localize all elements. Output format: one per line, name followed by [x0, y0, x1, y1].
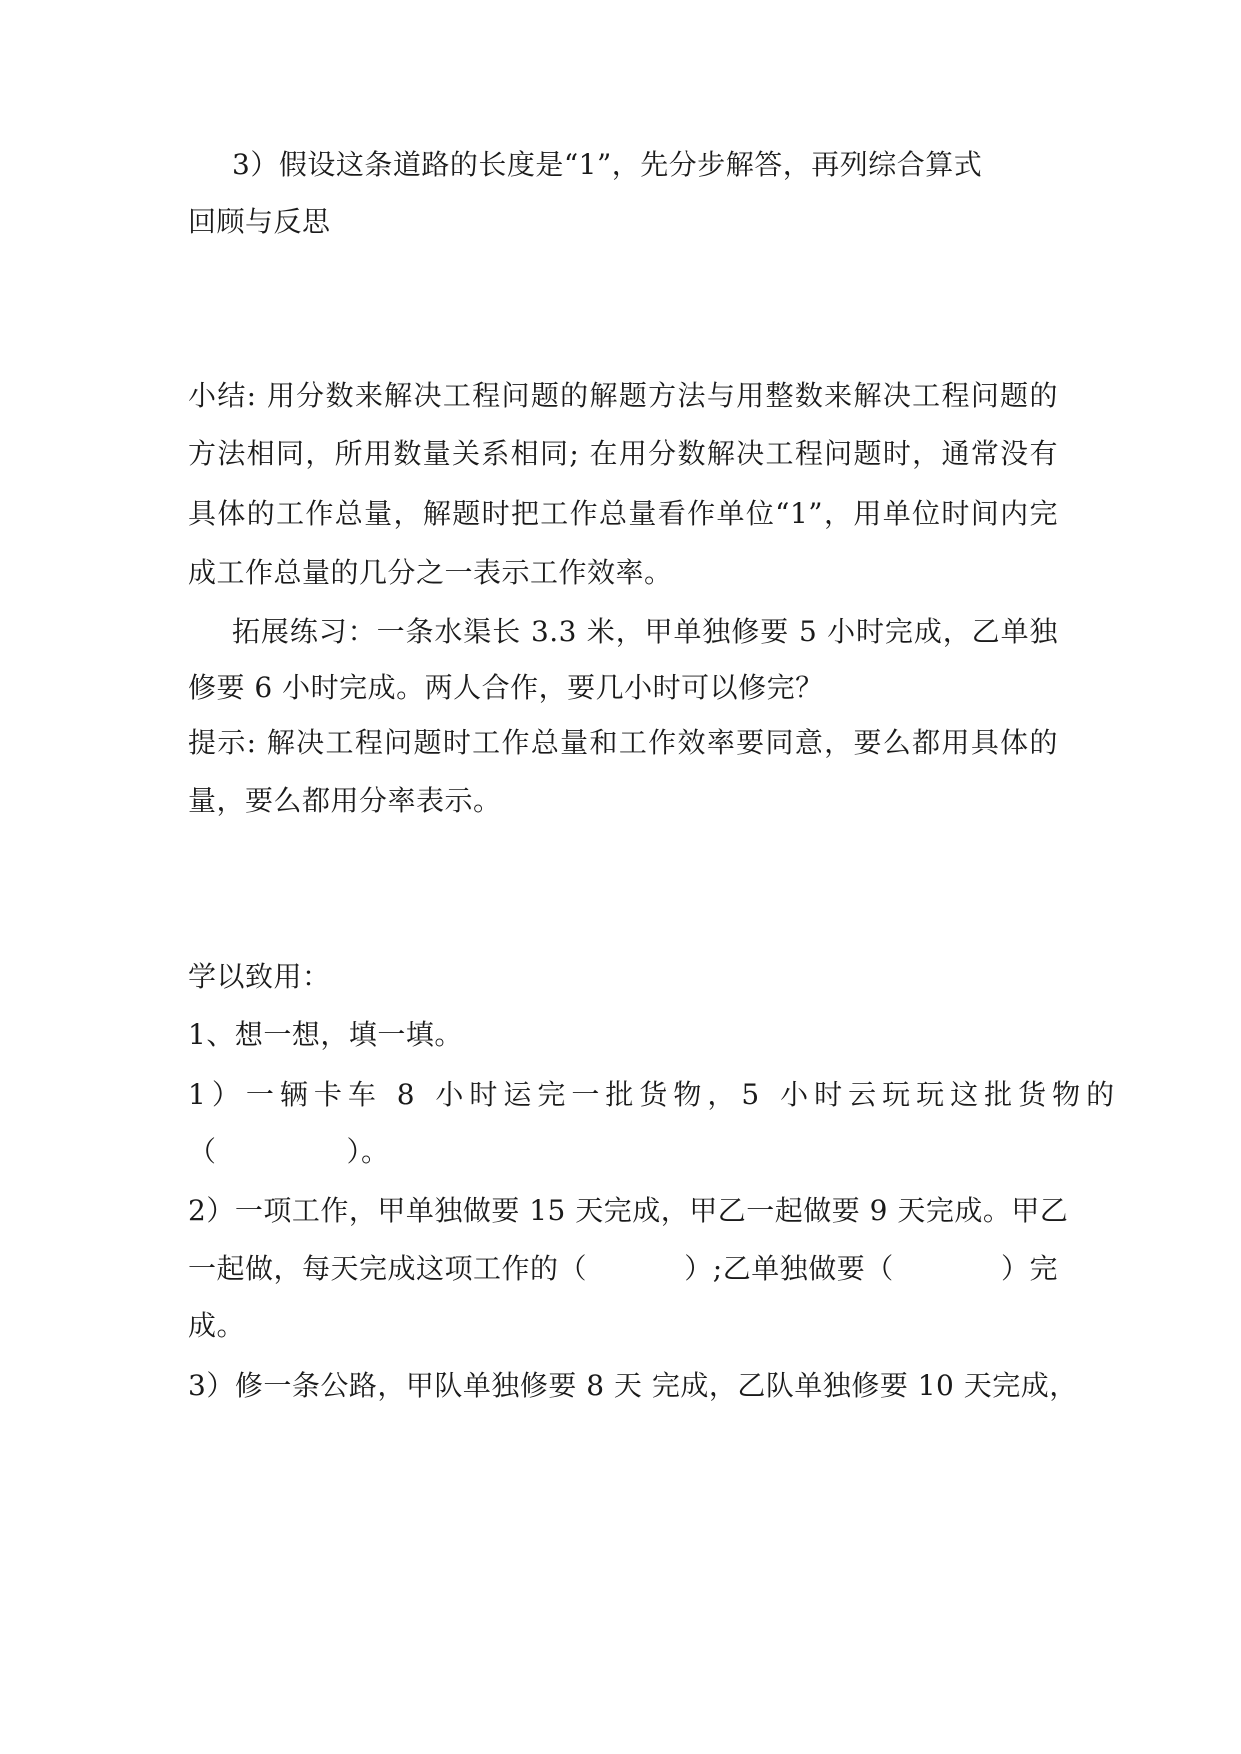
summary-line-3: 具体的工作总量，解题时把工作总量看作单位“1”，用单位时间内完 — [188, 497, 1058, 530]
question-1-2-line-3: 成。 — [188, 1309, 246, 1342]
question-1-2-part-2: ）;乙单独做要（ — [684, 1252, 894, 1285]
question-1-3-line-1: 3）修一条公路，甲队单独修要 8 天 完成，乙队单独修要 10 天完成， — [188, 1369, 1078, 1402]
extension-line-1: 拓展练习：一条水渠长 3.3 米，甲单独修要 5 小时完成，乙单独 — [232, 615, 1058, 648]
review-heading: 回顾与反思 — [188, 205, 331, 238]
blank-close-paren: ）。 — [346, 1135, 390, 1168]
question-1-2-part-1: 一起做，每天完成这项工作的（ — [188, 1252, 588, 1285]
question-1-1-line-1: 1）一辆卡车 8 小时运完一批货物，5 小时云玩玩这批货物的 — [188, 1078, 1121, 1111]
question-1-2-part-3: ）完 — [1000, 1252, 1058, 1285]
hint-line-2: 量，要么都用分率表示。 — [188, 784, 502, 817]
answer-blank-3 — [902, 1249, 992, 1289]
question-1-heading: 1、想一想，填一填。 — [188, 1018, 463, 1051]
hint-line-1: 提示: 解决工程问题时工作总量和工作效率要同意，要么都用具体的 — [188, 726, 1058, 759]
question-1-1-line-2 — [188, 1132, 390, 1172]
step-3-text: 3）假设这条道路的长度是“1”，先分步解答，再列综合算式 — [232, 148, 983, 181]
summary-line-1: 小结: 用分数来解决工程问题的解题方法与用整数来解决工程问题的 — [188, 379, 1058, 412]
extension-line-2: 修要 6 小时完成。两人合作，要几小时可以修完？ — [188, 671, 824, 704]
summary-line-2: 方法相同，所用数量关系相同; 在用分数解决工程问题时，通常没有 — [188, 437, 1058, 470]
summary-line-4: 成工作总量的几分之一表示工作效率。 — [188, 556, 673, 589]
apply-heading: 学以致用： — [188, 960, 331, 993]
answer-blank-2 — [596, 1249, 676, 1289]
question-1-2-line-2 — [188, 1249, 1058, 1289]
blank-open-paren: （ — [188, 1135, 217, 1168]
question-1-2-line-1: 2）一项工作，甲单独做要 15 天完成，甲乙一起做要 9 天完成。甲乙 — [188, 1194, 1069, 1227]
